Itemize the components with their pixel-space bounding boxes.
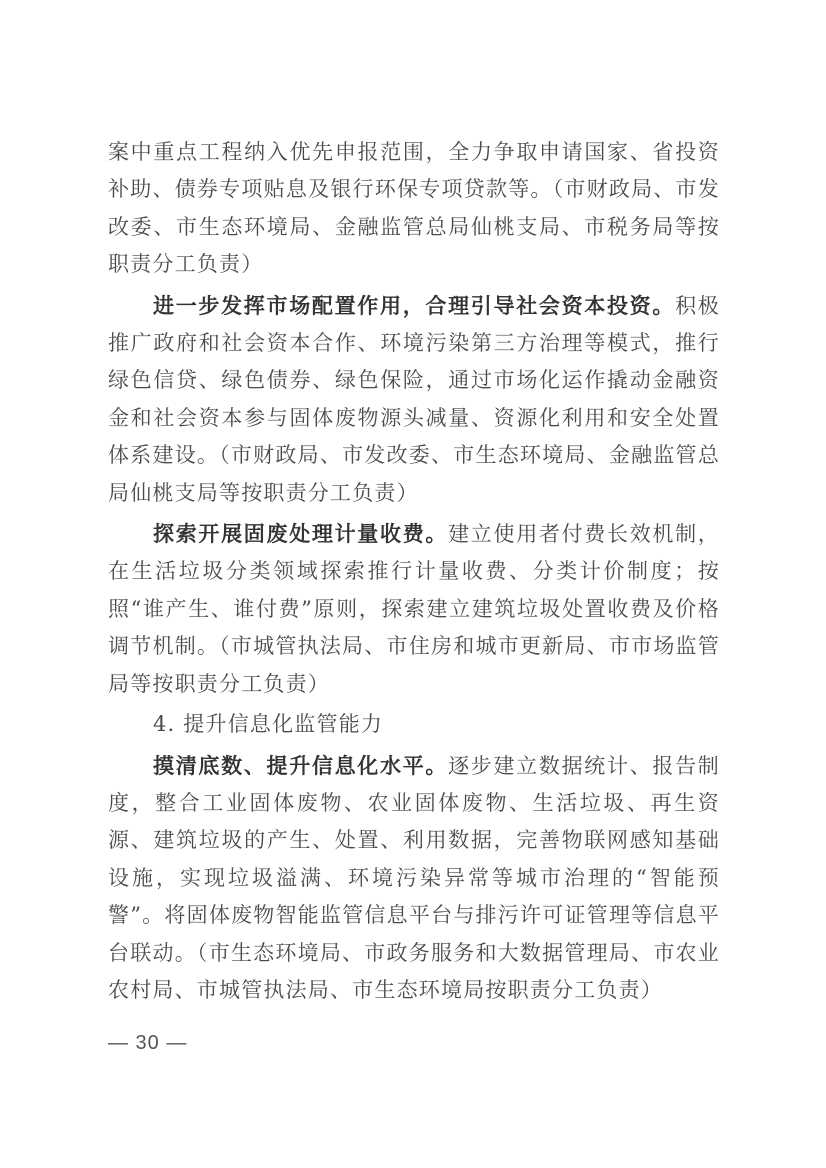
paragraph-market-allocation <box>108 287 720 512</box>
section-heading: 4. 提升信息化监管能力 <box>153 712 384 737</box>
paragraph-body: 积极推广政府和社会资本合作、环境污染第三方治理等模式，推行绿色信贷、绿色债券、绿色保险，通过市场化运作撬动金融资金和社会资本参与固体废物源头减量、资源化利用和安全处置体系建设。（市财政局、市发改委、市生态环境局、金融监管总局仙桃支局等按职责分工负责） <box>108 293 720 505</box>
page-number: — 30 — <box>108 1032 188 1054</box>
paragraph-body: 建立使用者付费长效机制，在生活垃圾分类领域探索推行计量收费、分类计价制度；按照“谁产生、谁付费”原则，探索建立建筑垃圾处置收费及价格调节机制。（市城管执法局、市住房和城市更新局、市市场监管局等按职责分工负责） <box>108 522 720 696</box>
paragraph-continuation <box>108 133 720 284</box>
paragraph-informatization <box>108 747 720 1010</box>
paragraph-metered-charging <box>108 515 720 703</box>
paragraph-body: 案中重点工程纳入优先申报范围，全力争取申请国家、省投资补助、债券专项贴息及银行环保专项贷款等。（市财政局、市发改委、市生态环境局、金融监管总局仙桃支局、市税务局等按职责分工负责） <box>108 140 720 277</box>
document-page <box>108 133 720 1012</box>
paragraph-lead: 摸清底数、提升信息化水平。 <box>153 752 449 778</box>
paragraph-lead: 探索开展固废处理计量收费。 <box>153 521 449 547</box>
paragraph-lead: 进一步发挥市场配置作用，合理引导社会资本投资。 <box>153 292 676 318</box>
paragraph-body: 逐步建立数据统计、报告制度，整合工业固体废物、农业固体废物、生活垃圾、再生资源、建筑垃圾的产生、处置、利用数据，完善物联网感知基础设施，实现垃圾溢满、环境污染异常等城市治理的“智能预警”。将固体废物智能监管信息平台与排污许可证管理等信息平台联动。（市生态环境局、市政务服务和大数据管理局、市农业农村局、市城管执法局、市生态环境局按职责分工负责） <box>108 753 720 1002</box>
